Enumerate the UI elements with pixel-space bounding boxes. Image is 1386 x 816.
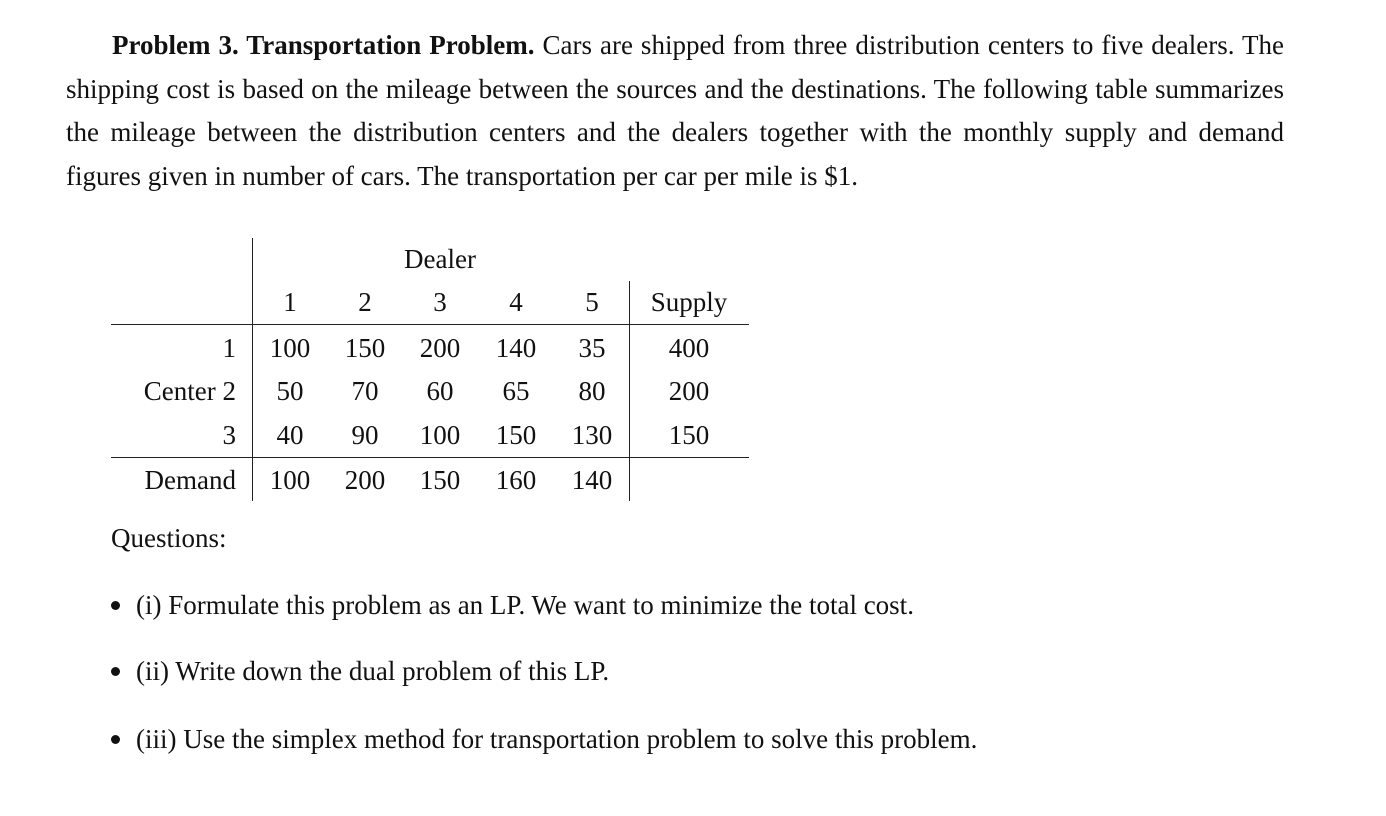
question-item (111, 590, 914, 620)
question-text: (iii) Use the simplex method for transportation problem to solve this problem. (136, 724, 978, 754)
supply-3: 150 (668, 420, 710, 450)
center-label: Center (143, 376, 216, 406)
center-row-1-label: 1 (222, 333, 236, 363)
dealer-col-5: 5 (585, 287, 599, 317)
question-text: (i) Formulate this problem as an LP. We want to minimize the total cost. (136, 590, 914, 620)
table-rule-bottom (111, 457, 749, 458)
question-text: (ii) Write down the dual problem of this LP. (136, 656, 610, 686)
problem-heading: Problem 3. Transportation Problem. (112, 30, 535, 60)
bullet-icon (111, 735, 120, 744)
supply-header: Supply (650, 287, 728, 317)
demand-3: 150 (419, 465, 461, 495)
center-row-3-label: 3 (222, 420, 236, 450)
cell-1-1: 100 (269, 333, 311, 363)
demand-4: 160 (495, 465, 537, 495)
cell-3-4: 150 (495, 420, 537, 450)
supply-2: 200 (668, 376, 710, 406)
table-divider-supply (629, 281, 630, 501)
bullet-icon (111, 667, 120, 676)
problem-text: Cars are shipped from three distribution centers to five dealers. The shipping cost is based on the mileage between the sources and the destinations. The following table summarizes the mileage between the distribution centers and the dealers together with the monthly supply and demand figures given in number of cars. The transportation per car per mile is $1. (66, 30, 1284, 191)
table-divider-left (252, 238, 253, 501)
dealer-col-1: 1 (283, 287, 297, 317)
questions-title: Questions: (111, 523, 227, 553)
question-item (111, 656, 609, 686)
question-item (111, 724, 977, 754)
cell-3-5: 130 (571, 420, 613, 450)
cell-1-2: 150 (344, 333, 386, 363)
demand-2: 200 (344, 465, 386, 495)
cell-2-3: 60 (426, 376, 454, 406)
cell-2-5: 80 (578, 376, 606, 406)
cell-2-1: 50 (276, 376, 304, 406)
center-row-2-label (100, 376, 236, 406)
dealer-col-3: 3 (433, 287, 447, 317)
cell-1-4: 140 (495, 333, 537, 363)
cell-3-2: 90 (351, 420, 379, 450)
center-row-2-number: 2 (222, 376, 236, 406)
cell-3-1: 40 (276, 420, 304, 450)
dealer-col-4: 4 (509, 287, 523, 317)
supply-1: 400 (668, 333, 710, 363)
dealer-header: Dealer (404, 244, 476, 274)
cell-3-3: 100 (419, 420, 461, 450)
cell-2-2: 70 (351, 376, 379, 406)
demand-1: 100 (269, 465, 311, 495)
table-rule-top (111, 324, 749, 325)
cell-1-5: 35 (578, 333, 606, 363)
demand-5: 140 (571, 465, 613, 495)
bullet-icon (111, 601, 120, 610)
demand-row-label: Demand (144, 465, 236, 495)
dealer-col-2: 2 (358, 287, 372, 317)
cell-2-4: 65 (502, 376, 530, 406)
cell-1-3: 200 (419, 333, 461, 363)
